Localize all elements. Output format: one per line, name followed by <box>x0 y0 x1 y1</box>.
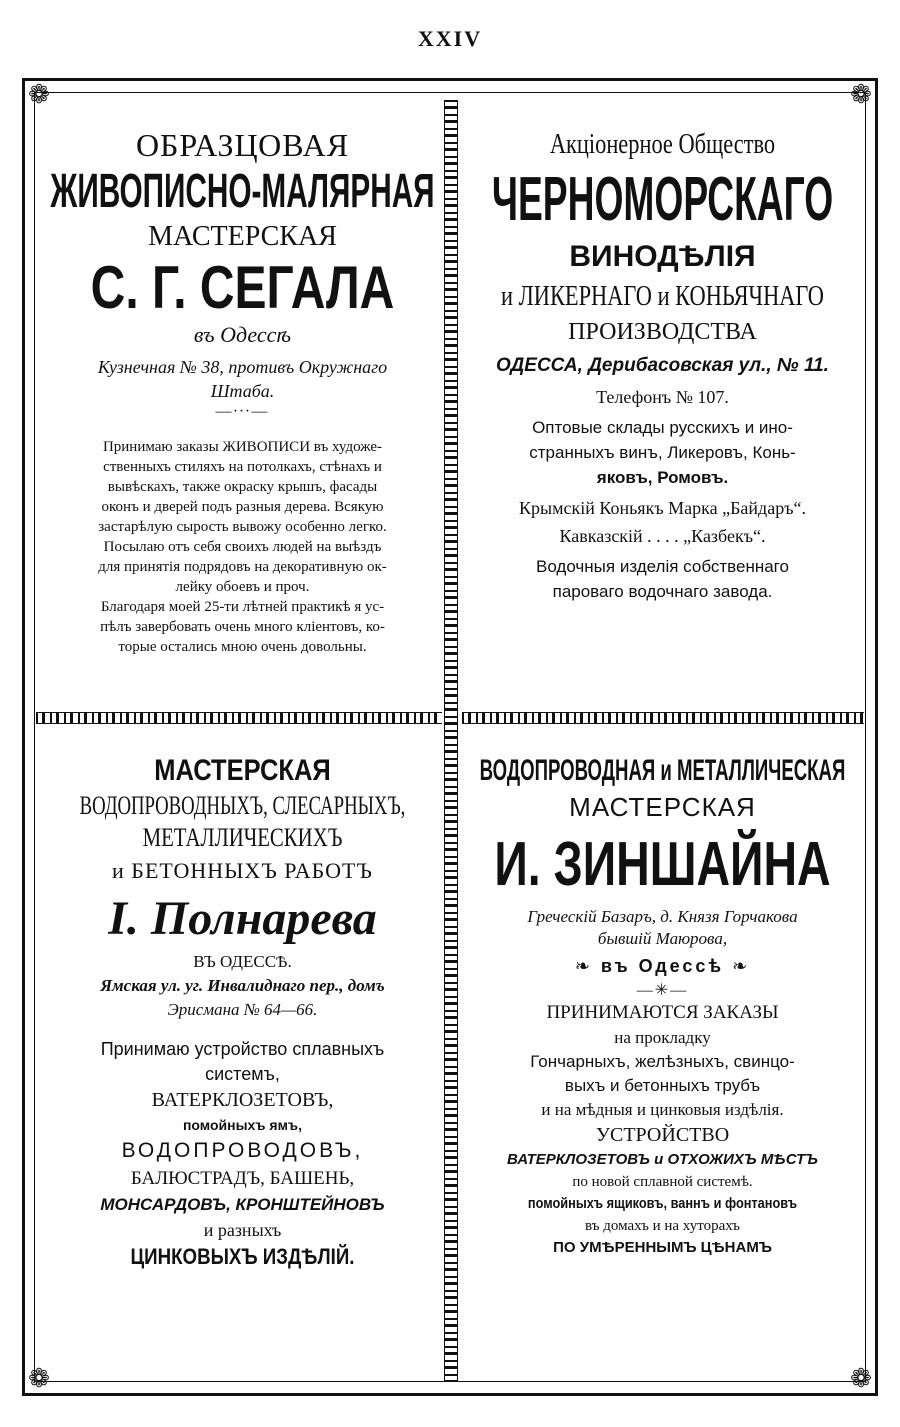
horizontal-divider-right <box>462 712 864 724</box>
ad-polnarev <box>50 752 435 1272</box>
corner-ornament-icon: ❁ <box>850 1364 872 1393</box>
ad-city <box>465 950 860 982</box>
ad-line: на прокладку <box>614 1028 711 1047</box>
ad-line: ПРОИЗВОДСТВА <box>568 319 757 345</box>
ad-body-line: и на мѣдныя и цинковыя издѣлія. <box>541 1100 784 1119</box>
ad-phone: Телефонъ № 107. <box>596 387 729 407</box>
ad-name: І. Полнарева <box>108 892 377 945</box>
ad-body-line: оконъ и дверей подъ разныя дерева. Всякую <box>101 499 384 515</box>
ad-address: бывшій Маюрова, <box>597 929 728 948</box>
ad-line: и БЕТОННЫХЪ РАБОТЪ <box>112 858 373 883</box>
ad-city: ВЪ ОДЕССѢ. <box>193 952 292 971</box>
ad-line: МАСТЕРСКАЯ <box>148 221 337 252</box>
ad-body-line: по новой сплавной системѣ. <box>572 1174 753 1190</box>
corner-ornament-icon: ❁ <box>28 1364 50 1393</box>
ornament-icon: ❧ <box>574 956 601 976</box>
ad-address: Греческій Базаръ, д. Князя Горчакова <box>527 907 798 926</box>
ad-body <box>50 437 435 657</box>
ad-body-line: ВАТЕРКЛОЗЕТОВЪ и ОТХОЖИХЪ МѢСТЪ <box>507 1151 818 1168</box>
ad-line: МЕТАЛЛИЧЕСКИХЪ <box>142 823 343 852</box>
ad-name: С. Г. СЕГАЛА <box>90 254 395 321</box>
horizontal-divider-left <box>36 712 442 724</box>
ad-body-line: яковъ, Ромовъ. <box>596 468 729 487</box>
ad-heading: ЖИВОПИСНО-МАЛЯРНАЯ <box>50 165 435 218</box>
ad-body-line: ПО УМѢРЕННЫМЪ ЦѢНАМЪ <box>553 1239 772 1256</box>
ad-segal <box>50 125 435 657</box>
ornament-icon: ❧ <box>724 956 751 976</box>
ad-address: Штаба. <box>210 381 275 401</box>
ad-body-line: Кавказскій . . . . „Казбекъ“. <box>559 526 766 546</box>
ad-zinshain <box>465 752 860 1260</box>
ad-line: МАСТЕРСКАЯ <box>569 792 756 822</box>
ornament-icon: —∙∙∙— <box>215 403 270 420</box>
corner-ornament-icon: ❁ <box>28 80 50 109</box>
ad-body-line: БАЛЮСТРАДЪ, БАШЕНЬ, <box>130 1168 355 1189</box>
page-number: XXIV <box>417 26 483 51</box>
ad-body-line: и разныхъ <box>203 1220 282 1240</box>
ad-body-line: Водочныя изделія собственнаго <box>536 557 789 576</box>
ad-city-text: въ Одессѣ <box>600 956 725 976</box>
ad-address: Эрисмана № 64—66. <box>167 1000 318 1019</box>
ad-body-line: вывѣскахъ, также окраску крышъ, фасады <box>107 479 378 495</box>
ad-body-line: помойныхъ ящиковъ, ваннъ и фонтановъ <box>527 1195 798 1212</box>
ad-heading: ВИНОДѢЛІЯ <box>569 240 756 273</box>
ad-body-line: лейку обоевъ и проч. <box>175 579 310 595</box>
ad-line: ОБРАЗЦОВАЯ <box>135 127 350 163</box>
ad-line: ПРИНИМАЮТСЯ ЗАКАЗЫ <box>546 1002 779 1023</box>
ad-heading: ВОДОПРОВОДНАЯ и МЕТАЛЛИЧЕСКАЯ <box>479 754 846 787</box>
ad-body-line: МОНСАРДОВЪ, КРОНШТЕЙНОВЪ <box>100 1195 385 1214</box>
ad-body-line: Принимаю устройство сплавныхъ <box>100 1039 385 1059</box>
ad-body-line: Посылаю отъ себя своихъ людей на выѣздъ <box>103 539 382 555</box>
ad-line: ВОДОПРОВОДНЫХЪ, СЛЕСАРНЫХЪ, <box>79 791 406 820</box>
ad-body-line: ственныхъ стиляхъ на потолкахъ, стѣнахъ и <box>103 459 382 475</box>
ad-body-line: Оптовые склады русскихъ и ино- <box>532 418 793 437</box>
ad-body-line: торые остались мною очень довольны. <box>118 639 367 655</box>
ad-body-line: УСТРОЙСТВО <box>595 1124 730 1146</box>
ad-address: Кузнечная № 38, противъ Окружнаго <box>97 357 388 377</box>
ad-body-line: ЦИНКОВЫХЪ ИЗДѢЛІЙ. <box>130 1244 355 1269</box>
corner-ornament-icon: ❁ <box>850 80 872 109</box>
ad-heading: МАСТЕРСКАЯ <box>154 754 331 787</box>
ad-body-line: ВОДОПРОВОДОВЪ, <box>121 1139 364 1162</box>
ad-name: И. ЗИНШАЙНА <box>494 830 831 899</box>
ad-line: и ЛИКЕРНАГО и КОНЬЯЧНАГО <box>501 281 824 312</box>
ad-body-line: застарѣлую сырость вывожу особенно легко. <box>98 519 387 535</box>
ad-body-line: ВАТЕРКЛОЗЕТОВЪ, <box>151 1089 334 1111</box>
ad-body-line: странныхъ винъ, Ликеровъ, Конь- <box>529 443 796 462</box>
ornament-icon: —✳— <box>636 982 689 999</box>
ad-line: Акціонерное Общество <box>549 129 776 160</box>
ad-body-line: Гончарныхъ, желѣзныхъ, свинцо- <box>530 1052 795 1071</box>
ad-body-line: помойныхъ ямъ, <box>182 1117 303 1133</box>
ad-city: въ Одессѣ <box>193 322 292 347</box>
ad-body-line: пароваго водочнаго завода. <box>552 582 773 601</box>
ad-chernomorskoe <box>465 125 860 604</box>
ad-body-line: пѣлъ завербовать очень много клiентовъ, ко- <box>100 619 385 635</box>
ad-body-line: системъ, <box>205 1064 280 1084</box>
ad-body-line: Принимаю заказы ЖИВОПИСИ въ художе- <box>102 439 383 455</box>
ad-body-line: для принятія подрядовъ на декоративную ок- <box>98 559 387 575</box>
ad-name: ЧЕРНОМОРСКАГО <box>491 165 834 234</box>
vertical-divider <box>444 100 458 1382</box>
ad-address: ОДЕССА, Дерибасовская ул., № 11. <box>496 355 829 376</box>
ad-body-line: Крымскій Коньякъ Марка „Байдаръ“. <box>519 498 806 518</box>
ad-address: Ямская ул. уг. Инвалиднаго пер., домъ <box>100 976 385 995</box>
ad-body-line: Благодаря моей 25-ти лѣтней практикѣ я ус- <box>100 599 385 615</box>
ad-body-line: въ домахъ и на хуторахъ <box>585 1218 740 1234</box>
ad-body-line: выхъ и бетонныхъ трубъ <box>564 1076 761 1095</box>
